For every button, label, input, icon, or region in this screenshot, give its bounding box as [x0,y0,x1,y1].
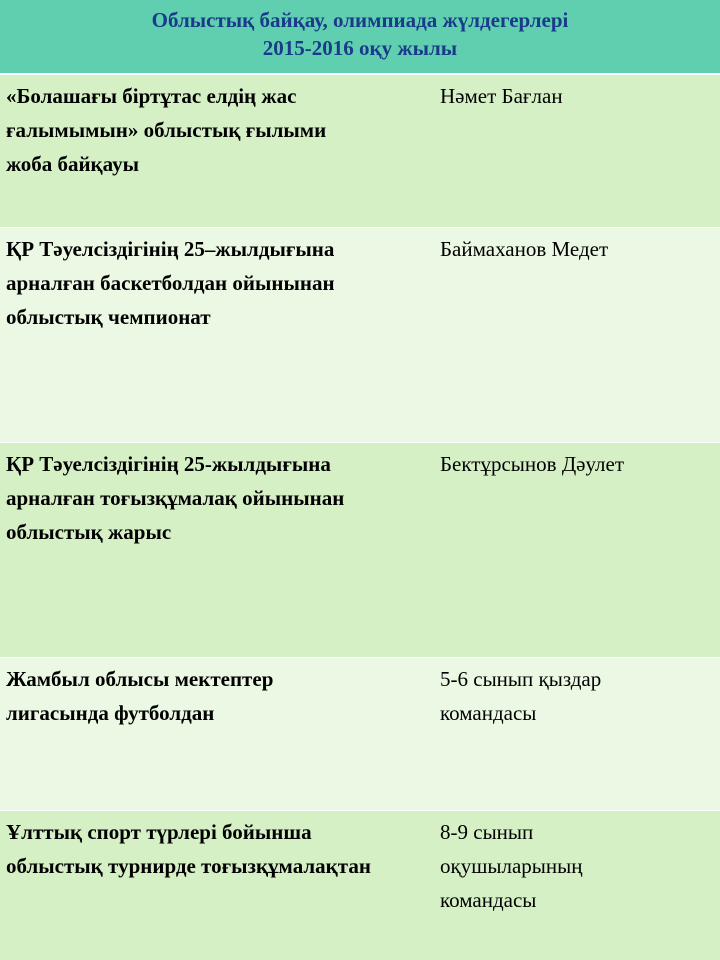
winner-cell: 5-6 сынып қыздар командасы [440,667,602,725]
header-title: Облыстық байқау, олимпиада жүлдегерлері [151,8,569,32]
table-row [0,74,720,227]
table-header [0,0,720,74]
event-cell: ҚР Тәуелсіздігінің 25-жылдығына арналған тоғызқұмалақ ойынынан облыстық жарыс [6,452,345,544]
table-row [0,442,720,657]
event-cell: «Болашағы біртұтас елдің жас ғалымымын» облыстық ғылыми жоба байқауы [6,84,327,176]
event-cell: Ұлттық спорт түрлері бойынша облыстық турнирде тоғызқұмалақтан [6,820,371,878]
table-row [0,810,720,960]
winner-cell: Бектұрсынов Дәулет [440,452,625,476]
winner-cell: Нәмет Бағлан [440,84,563,108]
event-cell: Жамбыл облысы мектептер лигасында футболдан [6,667,274,725]
winner-cell: Баймаханов Медет [440,237,609,261]
table-row [0,227,720,442]
event-cell: ҚР Тәуелсіздігінің 25–жылдығына арналған баскетболдан ойынынан облыстық чемпионат [6,237,335,329]
table-row [0,657,720,810]
header-subtitle: 2015-2016 оқу жылы [262,36,458,60]
winner-cell: 8-9 сынып оқушыларының командасы [440,820,583,912]
